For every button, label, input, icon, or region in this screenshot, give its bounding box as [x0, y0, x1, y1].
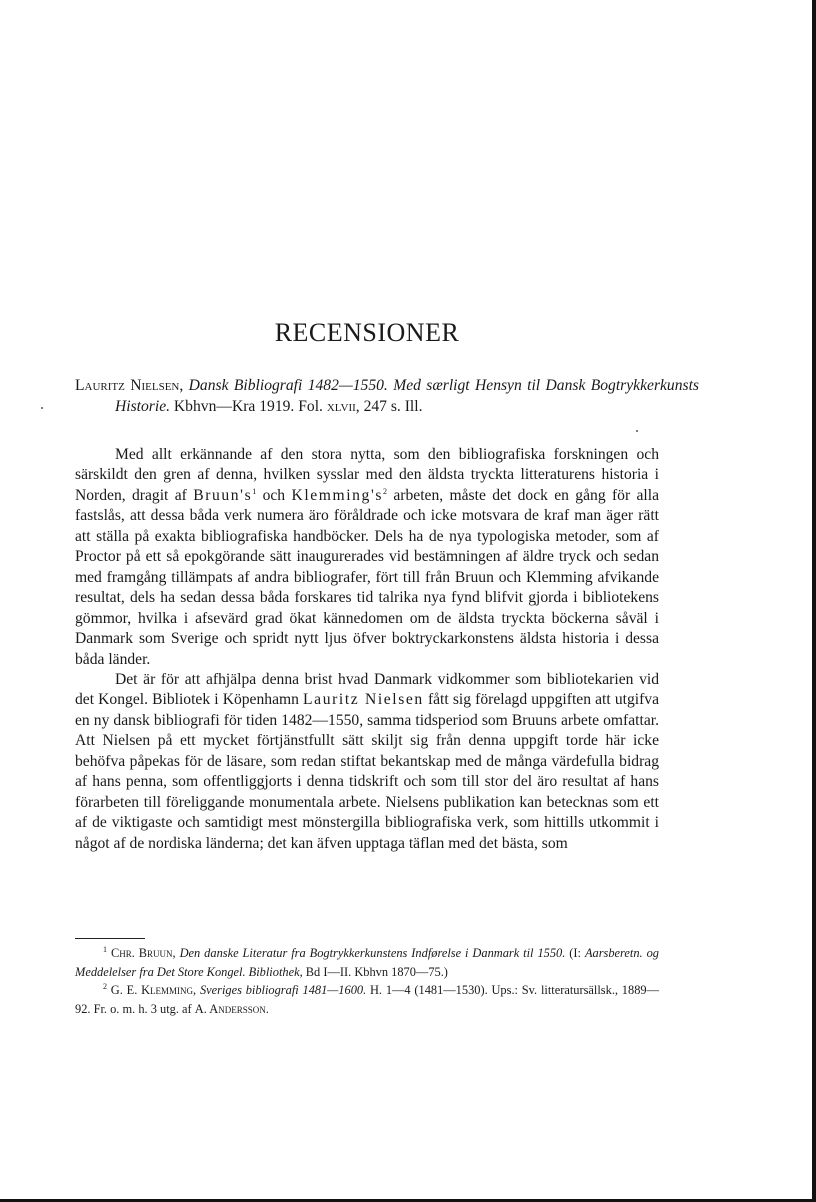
paragraph-2-text-b: fått sig förelagd uppgiften att utgifva en ny dansk bibliografi för tiden 1482—1550, samma tidsperiod som Bruuns arbete omfattar. Att Nielsen på ett mycket förtjänstfullt sätt skiljt sig från denna uppgift torde här icke behöfva påpekas för de läsare, som redan stiftat bekantskap med de många värdefulla bidrag af hans penna, som offentliggjorts i denna tidskrift och som till stor del äro resultat af hans förarbeten till föreliggande monumentala arbete. Nielsens publikation kan betecknas som ett af de viktigaste och samtidigt mest mönstergilla bibliografiska verk, som hittills utkommit i något af de nordiska länderna; det kan äfven upptaga täflan med det bästa, som — [75, 691, 659, 852]
reference-title: Dansk Bibliografi 1482—1550. — [188, 377, 388, 394]
name-bruun: Bruun's — [193, 486, 253, 504]
footnote-1-title: Den danske Literatur fra Bogtrykkerkunstens Indførelse i Danmark til 1550. — [179, 946, 566, 960]
paragraph-2 — [75, 670, 659, 854]
footnote-1-rest: Bd I—II. Kbhvn 1870—75.) — [305, 964, 448, 979]
paragraph-1-text-a: Med allt erkännande af den stora nytta, som den bibliografiska forskningen och särskildt den gren af denna, hvilken sysslar med den äldsta tryckta litteraturens historia i Norden, dragit af — [75, 446, 659, 504]
scan-speck — [41, 407, 43, 409]
footnote-2-marker: 2 — [103, 981, 107, 991]
footnote-1 — [75, 944, 659, 981]
footnote-2-author: G. E. Klemming, — [110, 983, 197, 997]
scan-speck — [636, 430, 638, 432]
reference-extent: 247 s. Ill. — [363, 397, 423, 415]
footnote-ref-2: 2 — [383, 486, 388, 496]
section-title: RECENSIONER — [274, 318, 460, 347]
review-body — [75, 445, 659, 854]
footnote-2-editor: A. Andersson. — [194, 1001, 269, 1016]
reference-imprint: Kbhvn—Kra 1919. Fol. — [173, 397, 323, 415]
footnote-1-author: Chr. Bruun, — [110, 946, 176, 960]
review-reference — [75, 376, 699, 417]
paragraph-1-text-b: och — [256, 486, 292, 504]
footnote-ref-1: 1 — [252, 486, 257, 496]
footnote-1-series-open: (I: — [569, 946, 581, 960]
footnote-2-title: Sveriges bibliografi 1481—1600. — [199, 983, 367, 997]
paragraph-1-text-c: arbeten, måste det dock en gång för alla fastslås, att dessa båda verk numera äro föråldrade och icke motsvara de kraf man äger rätt att ställa på exakta bibliografiska handböcker. Dels ha de nya typologiska metoder, som af Proctor på ett så epokgörande sätt inaugurerades vid bestämningen af äldre tryck och sedan med framgång tillämpats af andra bibliografer, fört till från Bruun och Klemming afvikande resultat, dels ha sedan dessa båda forskares tid talrika nya fynd blifvit gjorda i bibliotekens gömmor, hvilka i afsevärd grad ökat kännedomen om de äldsta tryckta böckerna såväl i Danmark som Sverige och spridt nytt ljus öfver boktryckarkonstens äldsta historia i dessa båda länder. — [75, 486, 659, 668]
name-lauritz-nielsen: Lauritz Nielsen — [303, 691, 424, 709]
reference-pages-roman: xlvii, — [326, 397, 360, 415]
footnote-2 — [75, 981, 659, 1018]
reference-subtitle: Med særligt Hensyn til Dansk Bogtrykkerkunsts Historie. — [115, 377, 699, 415]
footnote-2-rest: H. 1—4 (1481—1530). Ups.: Sv. litteratursällsk., 1889—92. Fr. o. m. h. 3 utg. af — [75, 983, 659, 1016]
paragraph-1 — [75, 445, 659, 670]
footnote-1-marker: 1 — [103, 944, 107, 954]
paragraph-2-text-a: Det är för att afhjälpa denna brist hvad Danmark vidkommer som bibliotekarien vid det Kongel. Bibliotek i Köpenhamn — [75, 670, 659, 709]
reference-author: Lauritz Nielsen, — [75, 377, 184, 394]
name-klemming: Klemming's — [291, 486, 384, 504]
footnote-rule — [75, 938, 145, 939]
scan-edge-right — [812, 0, 816, 1202]
footnote-1-series: Aarsberetn. og Meddelelser fra Det Store Kongel. Bibliothek, — [75, 946, 659, 979]
footnotes — [75, 944, 659, 1018]
